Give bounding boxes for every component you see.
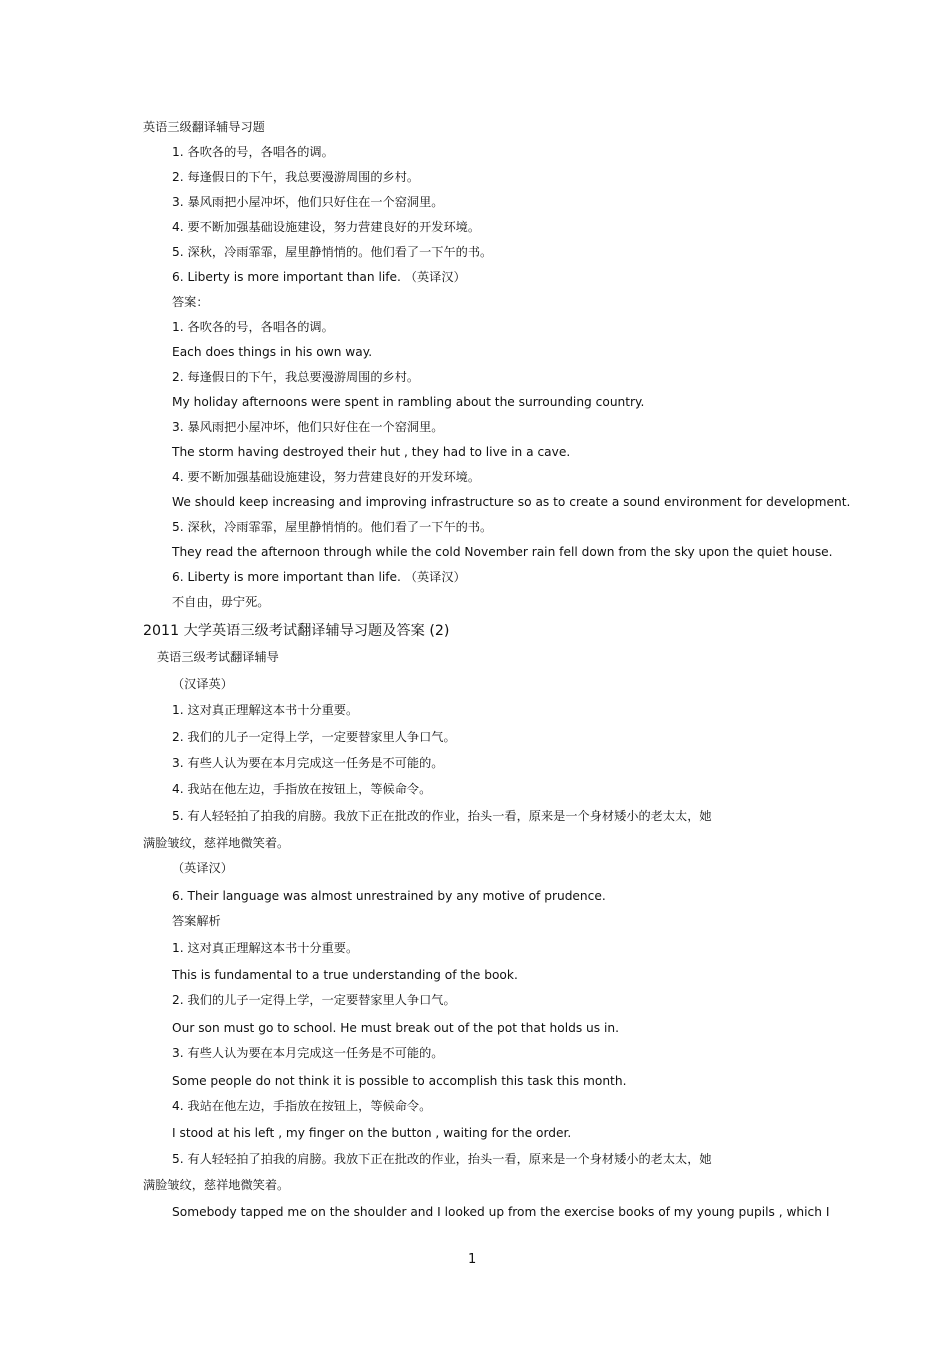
answer-line: They read the afternoon through while the cold November rain fell down from the sky upon the quiet house. — [172, 545, 833, 559]
answer-line: 6. Liberty is more important than life. （英译汉） — [172, 570, 466, 584]
answers-label: 答案： — [172, 295, 209, 309]
question-line: 2. 我们的儿子一定得上学，一定要替家里人争口气。 — [172, 730, 456, 744]
section-title: 英语三级翻译辅导习题 — [143, 120, 265, 134]
question-continuation: 满脸皱纹，慈祥地微笑着。 — [143, 836, 290, 850]
answer-line: 不自由，毋宁死。 — [172, 595, 270, 609]
question-line: 4. 要不断加强基础设施建设，努力营建良好的开发环境。 — [172, 220, 481, 234]
answer-line: Each does things in his own way. — [172, 345, 373, 359]
answer-line: 5. 有人轻轻拍了拍我的肩膀。我放下正在批改的作业，抬头一看，原来是一个身材矮小的老太太，她 — [172, 1152, 712, 1166]
answer-line: 1. 各吹各的号，各唱各的调。 — [172, 320, 334, 334]
answer-line: 4. 我站在他左边，手指放在按钮上，等候命令。 — [172, 1099, 432, 1113]
answer-line: 2. 每逢假日的下午，我总要漫游周围的乡村。 — [172, 370, 420, 384]
question-line: 5. 有人轻轻拍了拍我的肩膀。我放下正在批改的作业，抬头一看，原来是一个身材矮小的老太太，她 — [172, 809, 712, 823]
answer-line: We should keep increasing and improving infrastructure so as to create a sound environment for development. — [172, 495, 851, 509]
answer-continuation: 满脸皱纹，慈祥地微笑着。 — [143, 1178, 290, 1192]
question-line: 1. 这对真正理解这本书十分重要。 — [172, 703, 359, 717]
answer-line: The storm having destroyed their hut , they had to live in a cave. — [172, 445, 571, 459]
answer-line: Our son must go to school. He must break out of the pot that holds us in. — [172, 1021, 619, 1035]
answers-label: 答案解析 — [172, 914, 221, 928]
question-line: 4. 我站在他左边，手指放在按钮上，等候命令。 — [172, 782, 432, 796]
page-number: 1 — [468, 1252, 477, 1267]
answer-line: My holiday afternoons were spent in rambling about the surrounding country. — [172, 395, 645, 409]
answer-line: Somebody tapped me on the shoulder and I looked up from the exercise books of my young pupils , which I — [172, 1205, 830, 1219]
answer-line: Some people do not think it is possible to accomplish this task this month. — [172, 1074, 627, 1088]
answer-line: 2. 我们的儿子一定得上学，一定要替家里人争口气。 — [172, 993, 456, 1007]
question-line: 5. 深秋，冷雨霏霏，屋里静悄悄的。他们看了一下午的书。 — [172, 245, 493, 259]
answer-line: 1. 这对真正理解这本书十分重要。 — [172, 941, 359, 955]
answer-line: 4. 要不断加强基础设施建设，努力营建良好的开发环境。 — [172, 470, 481, 484]
question-line: 3. 有些人认为要在本月完成这一任务是不可能的。 — [172, 756, 444, 770]
direction-label: （英译汉） — [172, 861, 233, 875]
answer-line: 3. 暴风雨把小屋冲坏，他们只好住在一个窑洞里。 — [172, 420, 444, 434]
question-line: 6. Liberty is more important than life. （英译汉） — [172, 270, 466, 284]
answer-line: 5. 深秋，冷雨霏霏，屋里静悄悄的。他们看了一下午的书。 — [172, 520, 493, 534]
question-line: 2. 每逢假日的下午，我总要漫游周围的乡村。 — [172, 170, 420, 184]
question-line: 1. 各吹各的号，各唱各的调。 — [172, 145, 334, 159]
answer-line: This is fundamental to a true understanding of the book. — [172, 968, 518, 982]
section-subtitle: 英语三级考试翻译辅导 — [157, 650, 279, 664]
answer-line: 3. 有些人认为要在本月完成这一任务是不可能的。 — [172, 1046, 444, 1060]
question-line: 6. Their language was almost unrestrained by any motive of prudence. — [172, 889, 606, 903]
direction-label: （汉译英） — [172, 677, 233, 691]
answer-line: I stood at his left , my finger on the button , waiting for the order. — [172, 1126, 572, 1140]
question-line: 3. 暴风雨把小屋冲坏，他们只好住在一个窑洞里。 — [172, 195, 444, 209]
section-heading: 2011 大学英语三级考试翻译辅导习题及答案 (2) — [143, 623, 450, 639]
